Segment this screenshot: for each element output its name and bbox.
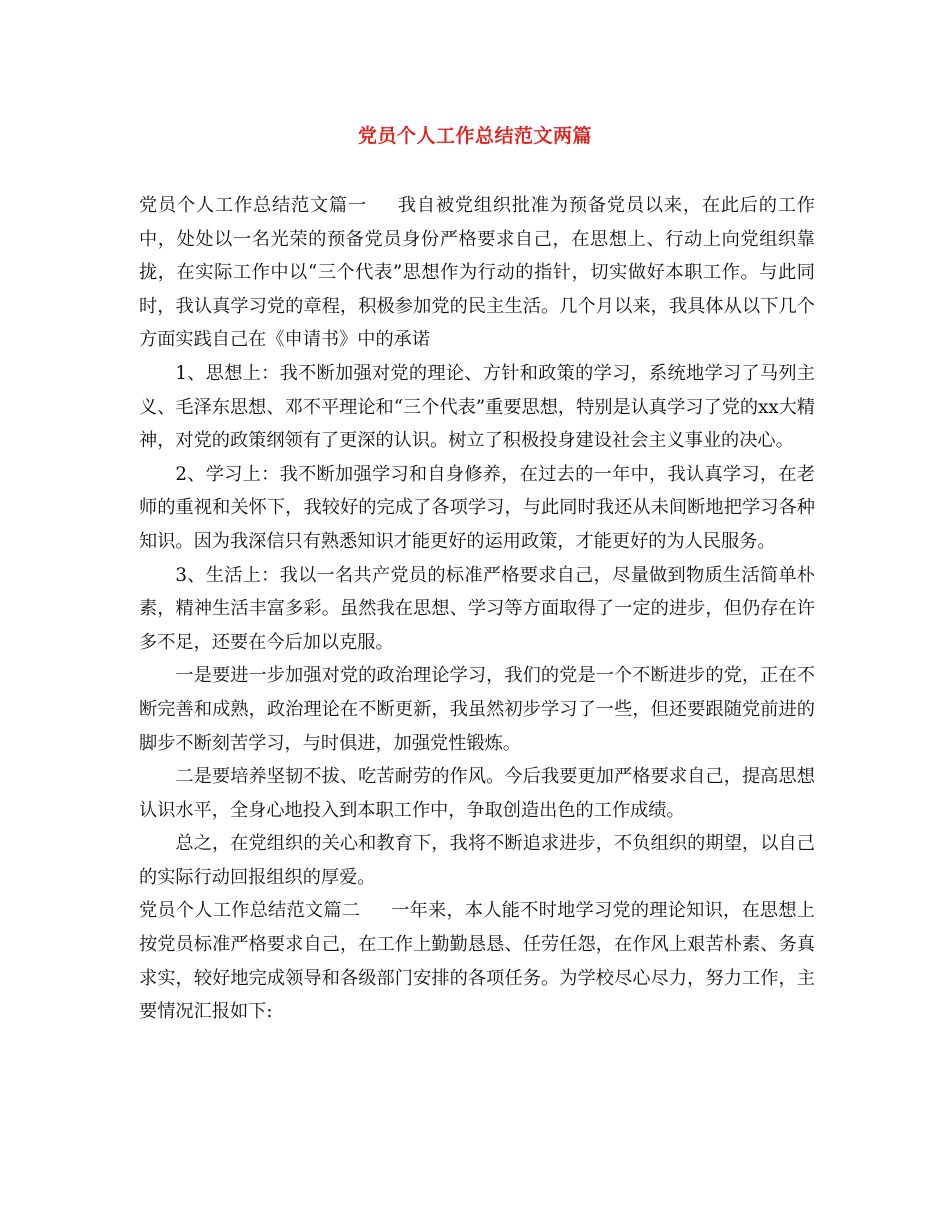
paragraph-ideology: 1、思想上：我不断加强对党的理论、方针和政策的学习，系统地学习了马列主义、毛泽东思想、邓不平理论和“三个代表”重要思想，特别是认真学习了党的xx大精神，对党的政策纲领有了更深的认识。树立了积极投身建设社会主义事业的决心。: [139, 362, 815, 452]
section-1-intro-paragraph: [139, 189, 815, 357]
paragraph-improvement-one: 一是要进一步加强对党的政治理论学习，我们的党是一个不断进步的党，正在不断完善和成熟，政治理论在不断更新，我虽然初步学习了一些，但还要跟随党前进的脚步不断刻苦学习，与时俱进，加强党性锻炼。: [139, 665, 815, 754]
document-title: 党员个人工作总结范文两篇: [357, 125, 592, 147]
document-body: [139, 189, 815, 1029]
paragraph-life: 3、生活上：我以一名共产党员的标准严格要求自己，尽量做到物质生活简单朴素，精神生活丰富多彩。虽然我在思想、学习等方面取得了一定的进步，但仍存在许多不足，还要在今后加以克服。: [139, 564, 815, 653]
paragraph-improvement-two: 二是要培养坚韧不拔、吃苦耐劳的作风。今后我要更加严格要求自己，提高思想认识水平，全身心地投入到本职工作中，争取创造出色的工作成绩。: [139, 766, 815, 821]
paragraph-study: 2、学习上：我不断加强学习和自身修养，在过去的一年中，我认真学习，在老师的重视和关怀下，我较好的完成了各项学习，与此同时我还从未间断地把学习各种知识。因为我深信只有熟悉知识才能更好的运用政策，才能更好的为人民服务。: [139, 463, 815, 552]
section-2-heading: 党员个人工作总结范文篇二: [139, 900, 361, 922]
section-2-intro-paragraph: [139, 894, 815, 1028]
section-1-intro-text: 我自被党组织批准为预备党员以来，在此后的工作中，处处以一名光荣的预备党员身份严格要求自己，在思想上、行动上向党组织靠拢，在实际工作中以“三个代表”思想作为行动的指针，切实做好本职工作。与此同时，我认真学习党的章程，积极参加党的民主生活。几个月以来，我具体从以下几个方面实践自己在《申请书》中的承诺: [139, 195, 815, 351]
section-1-heading: 党员个人工作总结范文篇一: [139, 195, 367, 216]
section-2-intro-text: 一年来，本人能不时地学习党的理论知识，在思想上按党员标准严格要求自己，在工作上勤勤恳恳、任劳任怨，在作风上艰苦朴素、务真求实，较好地完成领导和各级部门安排的各项任务。为学校尽心尽力，努力工作，主要情况汇报如下:: [139, 900, 815, 1023]
paragraph-conclusion: 总之，在党组织的关心和教育下，我将不断追求进步，不负组织的期望，以自己的实际行动回报组织的厚爱。: [139, 833, 815, 888]
